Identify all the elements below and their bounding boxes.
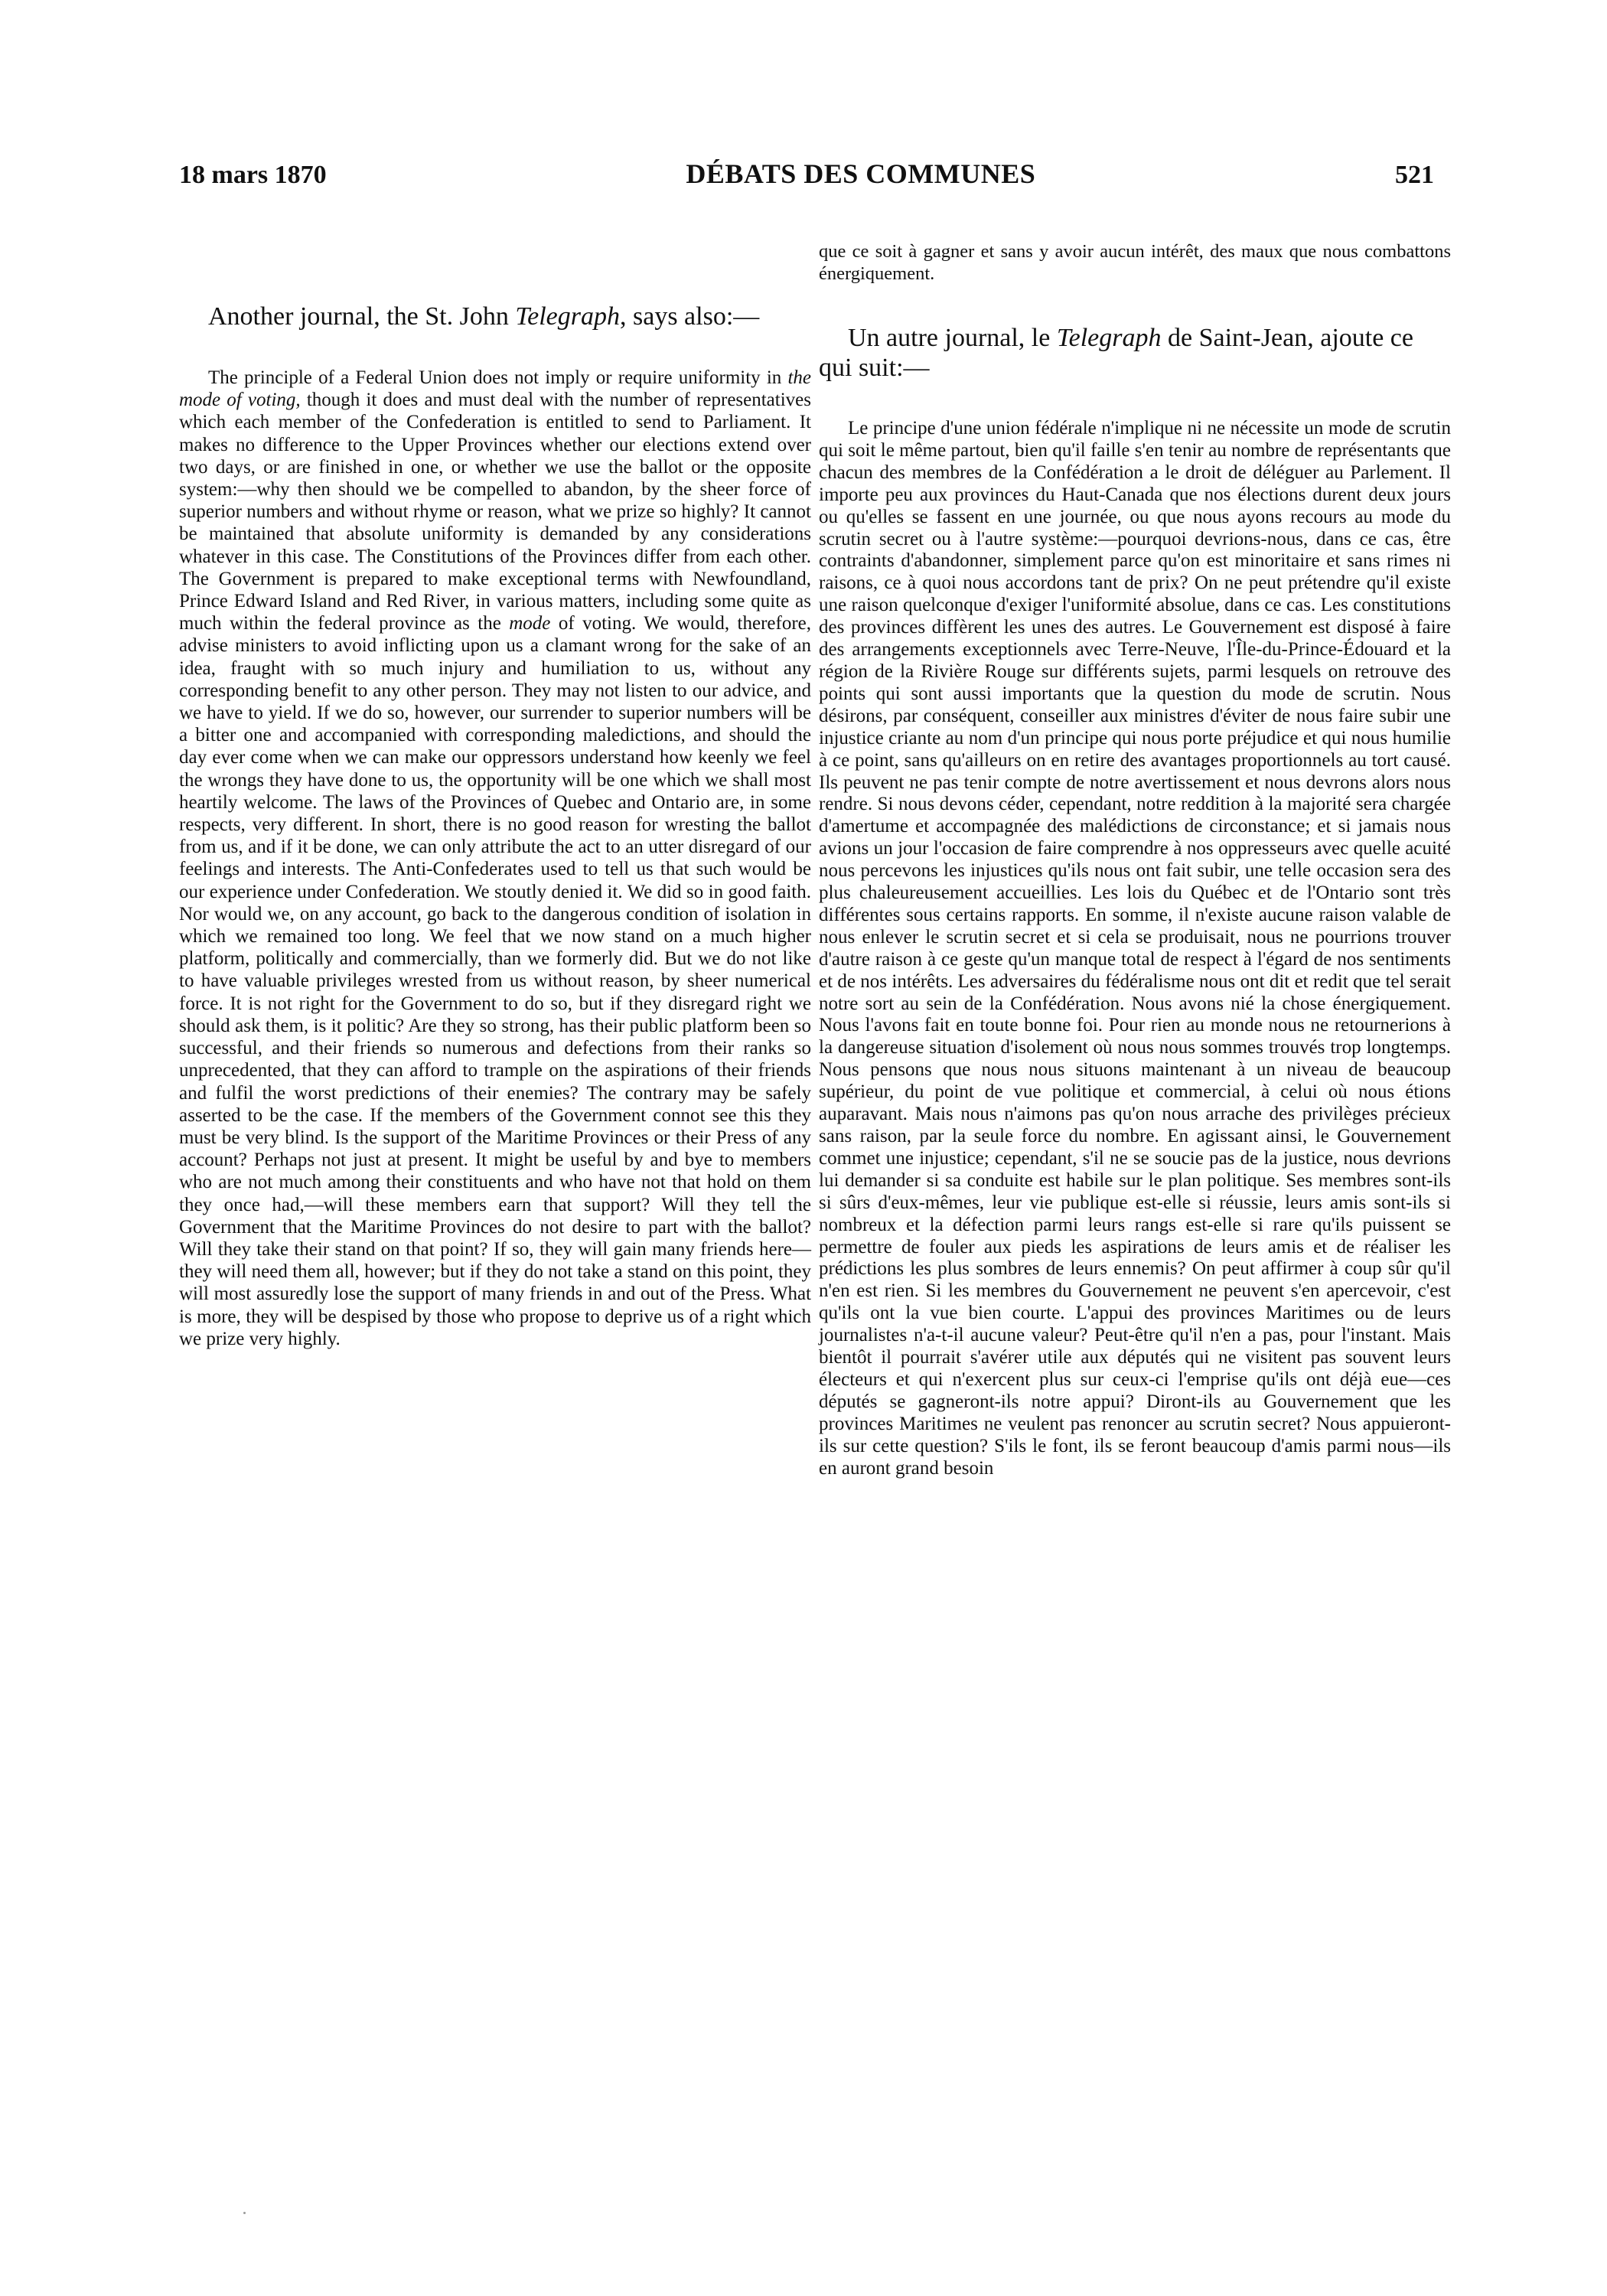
french-lead-in: que ce soit à gagner et sans y avoir aucun intérêt, des maux que nous combattons énergiquement.: [819, 241, 1451, 284]
english-quote-italic-2: mode: [509, 613, 551, 634]
french-quotation: Le principe d'une union fédérale n'implique ni ne nécessite un mode de scrutin qui soit le même partout, bien qu'il faille s'en tenir au nombre de représentants que chacun des membres de la Confédération a le droit de déléguer au Parlement. Il importe peu aux provinces du Haut-Canada que nos élections durent deux jours ou qu'elles se fassent en une journée, ou que nous ayons recours au mode du scrutin secret ou à l'autre système:—pourquoi devrions-nous, dans ce cas, être contraints d'abandonner, simplement parce qu'on est minoritaire et sans rimes ni raisons, ce à quoi nous accordons tant de prix? On ne peut prétendre qu'il existe une raison quelconque d'exiger l'uniformité absolue, dans ce cas. Les constitutions des provinces diffèrent les unes des autres. Le Gouvernement est disposé à faire des arrangements exceptionnels avec Terre-Neuve, l'Île-du-Prince-Édouard et la région de la Rivière Rouge sur différents sujets, parmi lesquels on retrouve des points qui sont aussi importants que la question du mode de scrutin. Nous désirons, par conséquent, conseiller aux ministres d'éviter de nous faire subir une injustice criante au nom d'un principe qui nous porte préjudice et qui nous humilie à ce point, sans qu'ailleurs on en retire des avantages proportionnels au tort causé. Ils peuvent ne pas tenir compte de notre avertissement et nous devrons alors nous rendre. Si nous devons céder, cependant, notre reddition à la majorité sera chargée d'amertume et accompagnée des malédictions de circonstance; et si jamais nous avions un jour l'occasion de faire comprendre à nos oppresseurs avec quelle acuité nous percevons les injustices qu'ils nous ont fait subir, une telle occasion sera des plus chaleureusement accueillies. Les lois du Québec et de l'Ontario sont très différentes sous certains rapports. En somme, il n'existe aucune raison valable de nous enlever le scrutin secret et si cela se produisait, nous ne pourrions trouver d'autre raison à ce geste qu'un manque total de respect à l'égard de nos sentiments et de nos intérêts. Les adversaires du fédéralisme nous ont dit et redit que tel serait notre sort au sein de la Confédération. Nous avons nié la chose énergiquement. Nous l'avons fait en toute bonne foi. Pour rien au monde nous ne retournerions à la dangereuse situation d'isolement où nous nous sommes trouvés trop longtemps. Nous pensons que nous nous situons maintenant à un niveau de beaucoup supérieur, du point de vue politique et commercial, à celui où nous étions auparavant. Mais nous n'aimons pas qu'on nous arrache des privilèges précieux sans raison, par la seule force du nombre. En agissant ainsi, le Gouvernement commet une injustice; cependant, s'il ne se soucie pas de la justice, nous devrions lui demander si sa conduite est habile sur le plan politique. Ses membres sont-ils si sûrs d'eux-mêmes, leur vie publique est-elle si réussie, leurs amis sont-ils si nombreux et la défection parmi leurs rangs est-elle si rare qu'ils puissent se permettre de fouler aux pieds les aspirations de leurs amis et de réaliser les prédictions les plus sombres de leurs ennemis? On peut affirmer à coup sûr qu'il n'en est rien. Si les membres du Gouvernement ne peuvent s'en apercevoir, c'est qu'ils ont la vue bien courte. L'appui des provinces Maritimes ou de leurs journalistes n'a-t-il aucune valeur? Peut-être qu'il n'en a pas, pour l'instant. Mais bientôt il pourrait s'avérer utile aux députés qui ne visitent pas souvent leurs électeurs et qui n'exercent plus sur ceux-ci l'emprise qu'ils ont déjà eue—ces députés se gagneront-ils notre appui? Diront-ils au Gouvernement que les provinces Maritimes ne veulent pas renoncer au scrutin secret? Nous appuieront-ils sur cette question? S'ils le font, ils se feront beaucoup d'amis parmi nous—ils en auront grand besoin: [819, 418, 1451, 1479]
english-quote-part-3: of voting. We would, therefore, advise ministers to avoid inflicting upon us a clamant wrong for the sake of an idea, fraught with so much injury and humiliation to us, without any corresponding benefit to any other person. They may not listen to our advice, and we have to yield. If we do so, however, our surrender to superior numbers will be a bitter one and accompanied with corresponding maledictions, and should the day ever come when we can make our oppressors understand how keenly we feel the wrongs they have done to us, the opportunity will be one which we shall most heartily welcome. The laws of the Provinces of Quebec and Ontario are, in some respects, very different. In short, there is no good reason for wresting the ballot from us, and if it be done, we can only attribute the act to an utter disregard of our feelings and interests. The Anti-Confederates used to tell us that such would be our experience under Confederation. We stoutly denied it. We did so in good faith. Nor would we, on any account, go back to the dangerous condition of isolation in which we remained too long. We feel that we now stand on a much higher platform, politically and commercially, than we formerly did. But we do not like to have valuable privileges wrested from us without reason, by sheer numerical force. It is not right for the Government to do so, but if they disregard right we should ask them, is it politic? Are they so strong, has their public platform been so successful, and their friends so numerous and defections from their ranks so unprecedented, that they can afford to trample on the aspirations of their friends and fulfil the worst predictions of their enemies? The contrary may be safely asserted to be the case. If the members of the Government connot see this they must be very blind. Is the support of the Maritime Provinces or their Press of any account? Perhaps not just at present. It might be useful by and bye to members who are not much among their constituents and who have not that hold on them they once had,—will these members earn that support? Will they tell the Government that the Maritime Provinces do not desire to part with the ballot? Will they take their stand on that point? If so, they will gain many friends here—they will need them all, however; but if they do not take a stand on this point, they will most assuredly lose the support of many friends in and out of the Press. What is more, they will be despised by those who propose to deprive us of a right which we prize very highly.: [179, 613, 811, 1349]
english-column: [179, 302, 811, 1350]
english-quote-part-2: though it does and must deal with the number of representatives which each member of the Confederation is entitled to send to Parliament. It makes no difference to the Upper Provinces whether our elections extend over two days, or are finished in one, or whether we use the ballot or the opposite system:—why then should we be compelled to abandon, by the sheer force of superior numbers and without rhyme or reason, what we prize so highly? It cannot be maintained that absolute uniformity is demanded by any considerations whatever in this case. The Constitutions of the Provinces differ from each other. The Government is prepared to make exceptional terms with Newfoundland, Prince Edward Island and Red River, in various matters, including some quite as much within the federal province as the: [179, 390, 811, 634]
english-intro-newspaper: Telegraph: [515, 302, 620, 331]
french-column: [819, 240, 1451, 1480]
english-quote-part-1: The principle of a Federal Union does not imply or require uniformity in: [208, 367, 788, 388]
english-intro-suffix: , says also:—: [620, 302, 760, 331]
header-title: DÉBATS DES COMMUNES: [686, 158, 1036, 189]
french-intro-newspaper: Telegraph: [1056, 324, 1162, 352]
english-quotation: [179, 367, 811, 1350]
french-intro: [819, 323, 1451, 383]
french-intro-prefix: Un autre journal, le: [848, 324, 1057, 352]
english-quote-italic-1: the mode of voting,: [179, 367, 811, 411]
english-intro-prefix: Another journal, the St. John: [208, 302, 516, 331]
scan-speck: [243, 2212, 246, 2214]
english-intro: [179, 302, 811, 331]
header-date: 18 mars 1870: [179, 161, 327, 189]
french-intro-suffix: de Saint-Jean, ajoute ce qui suit:—: [819, 324, 1413, 382]
running-header: [179, 158, 1434, 197]
header-page-number: 521: [1395, 161, 1434, 189]
